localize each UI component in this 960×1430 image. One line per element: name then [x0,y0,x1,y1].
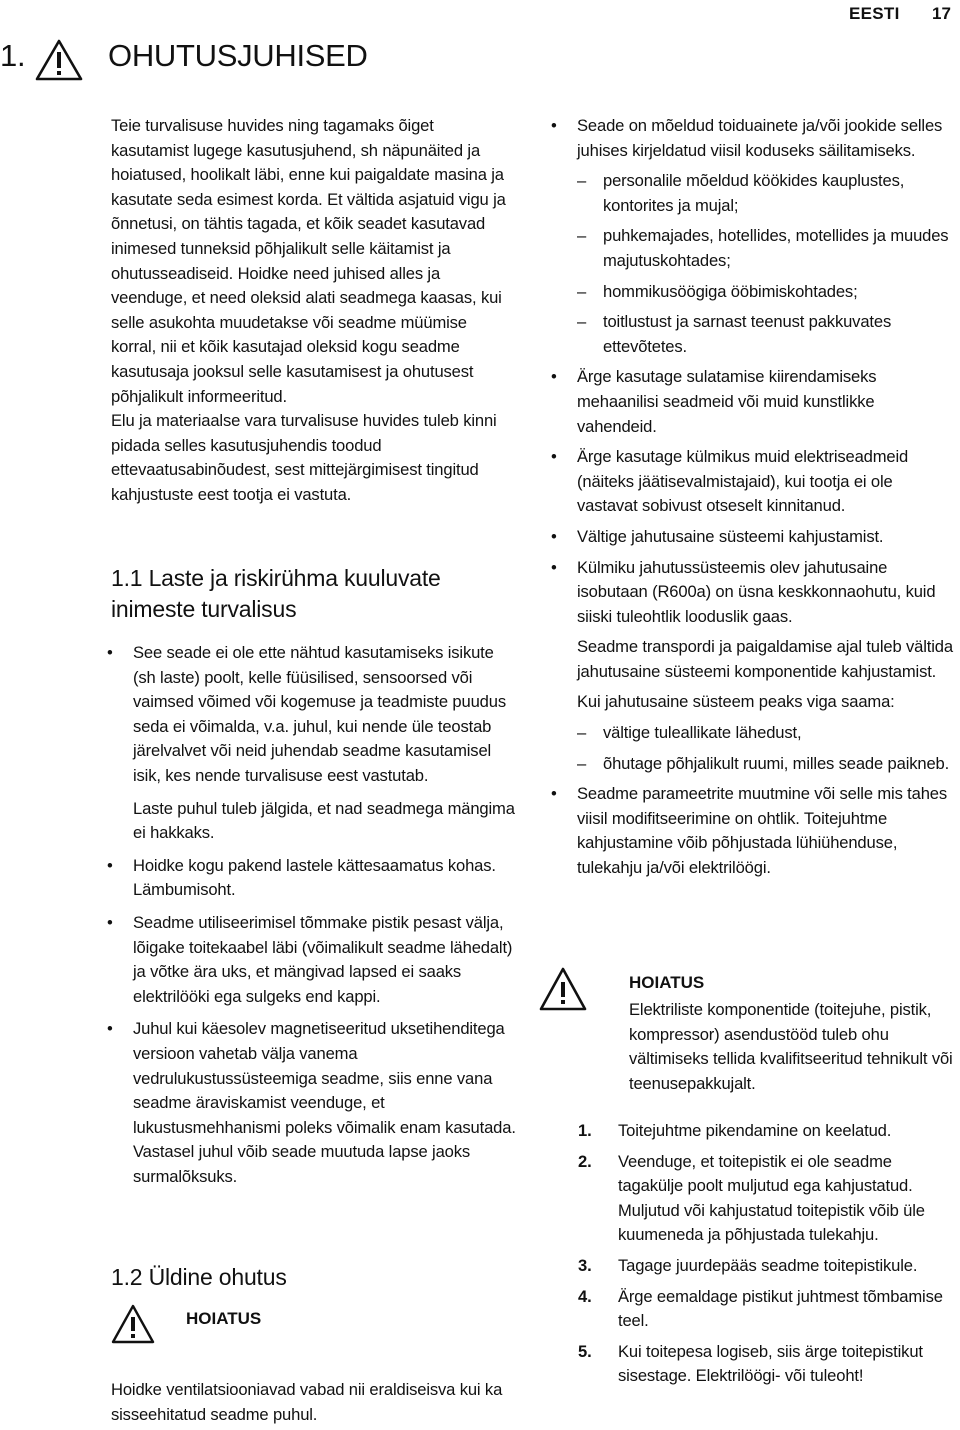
list-item-text: Seadme utiliseerimisel tõmmake pistik pesast välja, lõigake toitekaabel läbi (võimalikult seadme lähedalt) ja võtke ära uks, et mängivad lapsed ei saaks elektrilööki ega sulgeks end kappi. [133,912,513,1006]
warning-triangle-icon [110,1303,156,1345]
item-number: 4. [578,1286,592,1306]
intro-text [111,114,511,508]
bullet-icon: • [551,784,557,804]
section-number: 1. [0,38,26,73]
warning-title: HOIATUS [629,973,705,992]
section-title: OHUTUSJUHISED [108,38,368,73]
warning-triangle-icon [34,38,84,82]
list-item [107,911,517,1009]
numbered-item-text: Tagage juurdepääs seadme toitepistikule. [618,1255,918,1275]
numbered-item [578,1119,958,1144]
bullet-icon: • [107,643,113,662]
dash-item [577,752,956,777]
dash-list [577,169,956,359]
list-item-text: Seade on mõeldud toiduainete ja/või jookide selles juhises kirjeldatud viisil koduseks säilitamiseks. [577,116,943,160]
bullet-icon: • [551,557,557,577]
item-number: 1. [578,1121,592,1140]
dash-list [577,721,956,776]
list-item-text: Külmiku jahutussüsteemis olev jahutusaine isobutaan (R600a) on üsna keskkonnaohutu, kuid siiski tuleohtlik looduslik gaas. [577,557,936,626]
warning-text: Elektriliste komponentide (toitejuhe, pistik, kompressor) asendustööd tuleb ohu vältimiseks tellida kvalifitseeritud tehnikult või teenusepakkujalt. [629,1000,953,1093]
item-number: 5. [578,1341,592,1361]
dash-icon: – [577,281,587,301]
dash-item-text: vältige tuleallikate lähedust, [603,723,802,743]
item-number: 2. [578,1151,592,1171]
list-item-subtext: Kui jahutusaine süsteem peaks viga saama: [577,692,895,712]
dash-icon: – [577,753,587,773]
warning-title: HOIATUS [186,1309,262,1328]
subsection-number: 1.1 [111,565,143,591]
list-item-text: Vältige jahutusaine süsteemi kahjustamist. [577,526,884,546]
dash-item-text: õhutage põhjalikult ruumi, milles seade paikneb. [603,753,950,773]
dash-icon: – [577,226,587,246]
dash-icon: – [577,723,587,743]
intro-paragraph-1: Teie turvalisuse huvides ning tagamaks õiget kasutamist lugege kasutusjuhend, sh näpunäited ja hoiatused, hoolikalt läbi, enne kui paigaldate masina ja kasutate seda esimest korda. Et vältida asjatuid vigu ja õnnetusi, on tähtis tagada, et kõik seadet kasutavad inimesed tunneksid põhjalikult selle käitamist ja ohutusseadiseid. Hoidke need juhised alles ja veenduge, et need oleksid alati seadmega kaasas, kui selle asukohta muudetakse või seadme müümise korral, nii et kõik kasutajad oleksid kogu seadme kasutusaja jooksul selle kasutamisest ja ohutusest põhjalikult informeeritud. [111,116,506,406]
list-item [551,556,956,777]
subsection-number: 1.2 [111,1264,143,1290]
numbered-item [578,1254,958,1279]
bullet-icon: • [107,855,113,875]
dash-item [577,280,956,305]
item-number: 3. [578,1255,592,1275]
language-label: EESTI [849,4,900,23]
bullet-icon: • [107,1019,113,1039]
numbered-item-text: Ärge eemaldage pistikut juhtmest tõmbamise teel. [618,1286,943,1331]
list-item [107,854,517,903]
numbered-item-text: Kui toitepesa logiseb, siis ärge toitepistikut sisestage. Elektrilöögi- või tuleoht! [618,1341,923,1386]
list-item-subtext: Seadme transpordi ja paigaldamise ajal tuleb vältida jahutusaine süsteemi komponentide kahjustamist. [577,637,953,681]
numbered-item-text: Veenduge, et toitepistik ei ole seadme tagakülje poolt muljutud ega kahjustatud. Muljutud või kahjustatud toitepistik võib üle kuumeneda ja põhjustada tulekahju. [618,1151,925,1245]
list-item-text: Ärge kasutage sulatamise kiirendamiseks mehaanilisi seadmeid või muid kunstlikke vahendeid. [577,367,877,436]
subsection-title: Üldine ohutus [148,1264,287,1290]
list-item [551,525,956,550]
bullet-icon: • [551,116,557,135]
list-item-text: Juhul kui käesolev magnetiseeritud uksetihenditega versioon vahetab välja vanema vedrulukustussüsteemiga seadme, siis enne vana seadme äraviskamist veenduge, et lukustusmehhanismi poleks võimalik enam kasutada. Vastasel juhul võib seade muutuda lapse jaoks surmalõksuks. [133,1019,516,1186]
dash-item-text: hommikusöögiga ööbimiskohtades; [603,281,858,301]
dash-item [577,169,956,218]
numbered-item [578,1285,958,1334]
list-item [551,114,956,359]
list-item-subtext: Laste puhul tuleb jälgida, et nad seadmega mängima ei hakkaks. [133,798,515,843]
list-item [551,782,956,880]
numbered-list [578,1119,958,1389]
dash-item [577,310,956,359]
dash-item [577,721,956,746]
list-item [551,365,956,439]
list-item-text: Seadme parameetrite muutmine või selle mis tahes viisil modifitseerimine on ohtlik. Toitejuhtme kahjustamine võib põhjustada lühiühenduse, tulekahju ja/või elektrilöögi. [577,784,948,878]
warning-triangle-icon [538,966,588,1012]
subsection-1-2-heading [111,1262,511,1293]
dash-item-text: toitlustust ja sarnast teenust pakkuvates ettevõtetes. [603,312,892,356]
subsection-1-1-heading [111,563,511,625]
list-item [107,641,517,846]
dash-item-text: personalile mõeldud köökides kauplustes, kontorites ja mujal; [603,171,905,215]
bullet-list-children [107,641,517,1189]
list-item-text: See seade ei ole ette nähtud kasutamiseks isikute (sh laste) poolt, kelle füüsilised, sensoorsed või vaimsed võimed või kogemuse ja teadmiste puudus seda ei võimalda, v.a. juhul, kui nende üle teostab järelvalvet või neid juhendab seadme kasutamisel isik, kes nende turvalisuse eest vastutab. [133,643,506,785]
bullet-list-general [551,114,956,881]
dash-icon: – [577,171,587,191]
numbered-item-text: Toitejuhtme pikendamine on keelatud. [618,1121,892,1140]
subsection-title: Laste ja riskirühma kuuluvate inimeste turvalisus [111,565,441,622]
numbered-item [578,1150,958,1248]
intro-paragraph-2: Elu ja materiaalse vara turvalisuse huvides tuleb kinni pidada selles kasutusjuhendis toodud ettevaatusabinõudest, sest mittejärgimisest tingitud kahjustuste eest tootja ei vastuta. [111,411,497,504]
general-safety-text: Hoidke ventilatsiooniavad vabad nii eraldiseisva kui ka sisseehitatud seadme puhul. [111,1380,503,1424]
dash-item [577,224,956,273]
dash-icon: – [577,312,587,332]
bullet-icon: • [551,526,557,546]
list-item-text: Hoidke kogu pakend lastele kättesaamatus kohas. Lämbumisoht. [133,855,496,900]
page-number: 17 [932,4,951,23]
list-item-text: Ärge kasutage külmikus muid elektriseadmeid (näiteks jäätisevalmistajaid), kui tootja ei ole vastavat sobivust otseselt kinnitanud. [577,447,909,516]
bullet-icon: • [107,912,113,932]
list-item [551,445,956,519]
bullet-icon: • [551,367,557,387]
numbered-item [578,1340,958,1389]
dash-item-text: puhkemajades, hotellides, motellides ja muudes majutuskohtades; [603,226,949,270]
list-item [107,1017,517,1189]
bullet-icon: • [551,447,557,467]
